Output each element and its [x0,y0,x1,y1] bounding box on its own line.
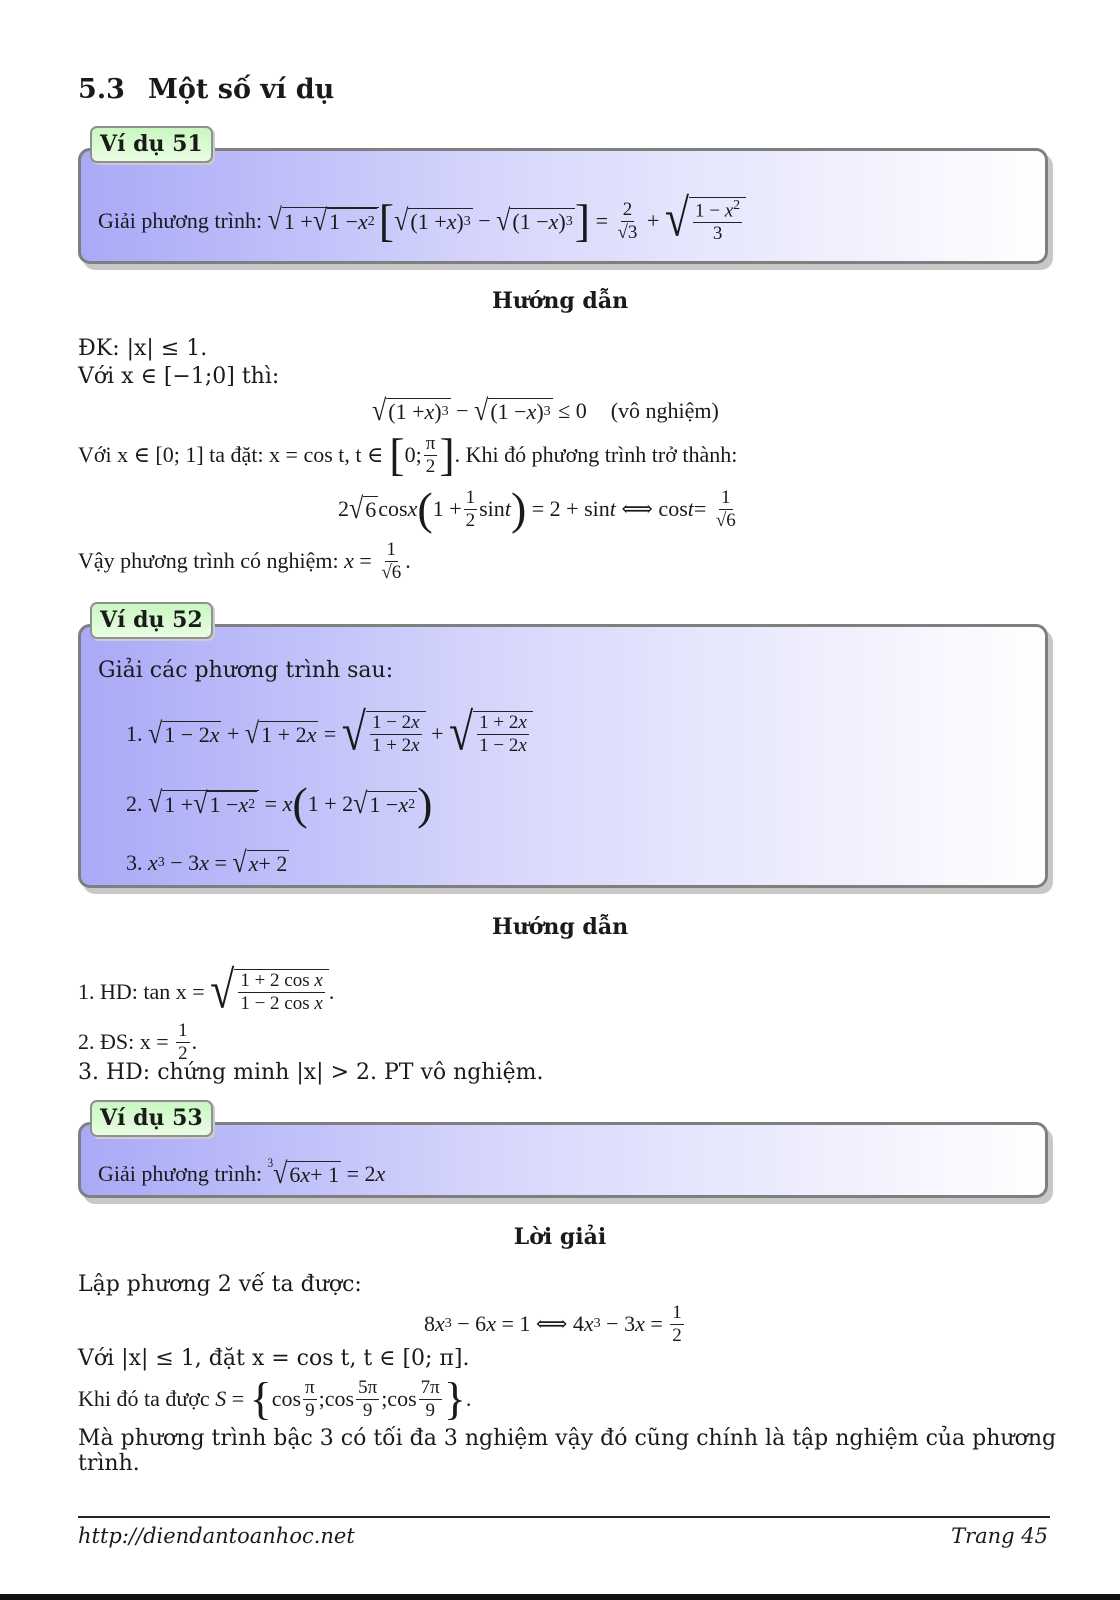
example-51-case2-tail: . Khi đó phương trình trở thành: [454,442,738,467]
example-52-tag: Ví dụ 52 [90,602,213,639]
example-52-guide-title: Hướng dẫn [491,914,629,940]
example-52-hint-1: 1. HD: tan x = √ $\frac{\text{1 + 2 cos x}}{\text{1 − 2 cos x}}$ . [78,960,335,1020]
item-number: 1. [126,721,143,746]
example-51-guide-title: Hướng dẫn [491,288,629,314]
page-bottom-bar [0,1594,1120,1600]
example-51-equation-2: 2 √ 6 cos x ( 1 + $\frac{1}{2}$ sin t ) = 2 + sin t ⟺ cos t = $\frac{1}{√6}$ [338,483,736,534]
example-52-item-2: 2. √ 1 + √ 1 − x 2 = x ( 1 + 2 √ 1 − x 2 ) [126,778,433,829]
footer-url[interactable]: http://diendantoanhoc.net [78,1524,355,1548]
example-52-item-1: 1. √ 1 − 2 x + √ 1 + 2 x = √ $\frac{1 - 2x}{1 + 2x}$ + √ $\frac{1 + 2x}{1 - 2x}$ [126,704,533,764]
example-52-hint-2: 2. ĐS: x = $\frac{1}{2}$ . [78,1019,198,1064]
example-52-prompt: Giải các phương trình sau: [98,658,394,683]
example-51-prompt: Giải phương trình: [98,208,263,233]
example-53-line-4: Mà phương trình bậc 3 có tối đa 3 nghiệm vậy đó cũng chính là tập nghiệm của phương trình. [78,1426,1057,1476]
example-53-line-3: Khi đó ta được S = { cos $\frac{\pi}{9}$ ;cos $\frac{5\pi}{9}$ ;cos $\frac{7\pi}{9}$ } . [78,1373,472,1424]
example-52-hint-3: 3. HD: chứng minh |x| > 2. PT vô nghiệm. [78,1060,544,1085]
example-51-equation-1: √ (1 + x ) 3 − √ (1 − x ) 3 ≤ 0 (vô nghiệm) [372,393,719,427]
example-53-line-1: Lập phương 2 vế ta được: [78,1272,362,1297]
item-number: 3. [126,850,143,875]
hint-2-text: 2. ĐS: x = [78,1029,169,1054]
example-53-solution-title: Lời giải [513,1224,607,1250]
footer-page-number: Trang 45 [951,1524,1048,1548]
footer-rule [78,1516,1050,1518]
example-53-line-2: Với |x| ≤ 1, đặt x = cos t, t ∈ [0; π]. [78,1346,470,1371]
example-52-item-3: 3. x 3 − 3 x = √ x + 2 [126,845,288,879]
example-53-statement: Giải phương trình: $^3$√ 6 x + 1 = 2 x [98,1156,386,1190]
example-53-tag: Ví dụ 53 [90,1100,213,1137]
example-53-equation: 8 x 3 − 6 x = 1 ⟺ 4 x 3 − 3 x = $\frac{1}{2}$ [424,1301,682,1346]
example-51-statement: Giải phương trình: √ 1 + √ 1 − x 2 [ √ (1 + x ) 3 − √ (1 − x ) 3 ] = $\frac{2}{√3}$ + √ $\frac{1 - x^2}{3}$ [98,186,746,256]
example-51-condition: ĐK: |x| ≤ 1. [78,336,208,361]
example-51-case2-text: Với x ∈ [0; 1] ta đặt: x = cos t, t ∈ [78,442,384,467]
example-53-line-3-text: Khi đó ta được [78,1386,210,1411]
example-51-case2: Với x ∈ [0; 1] ta đặt: x = cos t, t ∈ [ 0; $\frac{\pi}{2}$ ] . Khi đó phương trình trở thành: [78,429,738,480]
section-title: Một số ví dụ [148,74,335,105]
example-51-conclusion: Vậy phương trình có nghiệm: x = $\frac{1}{√6}$ . [78,538,411,583]
example-51-no-solution-note: (vô nghiệm) [610,398,719,423]
section-number: 5.3 [78,74,125,105]
example-51-conclusion-text: Vậy phương trình có nghiệm: [78,548,339,573]
example-51-tag: Ví dụ 51 [90,126,213,163]
example-53-prompt: Giải phương trình: [98,1161,263,1186]
example-51-case1: Với x ∈ [−1;0] thì: [78,364,280,389]
item-number: 2. [126,791,143,816]
hint-1-text: 1. HD: tan x = [78,979,205,1004]
